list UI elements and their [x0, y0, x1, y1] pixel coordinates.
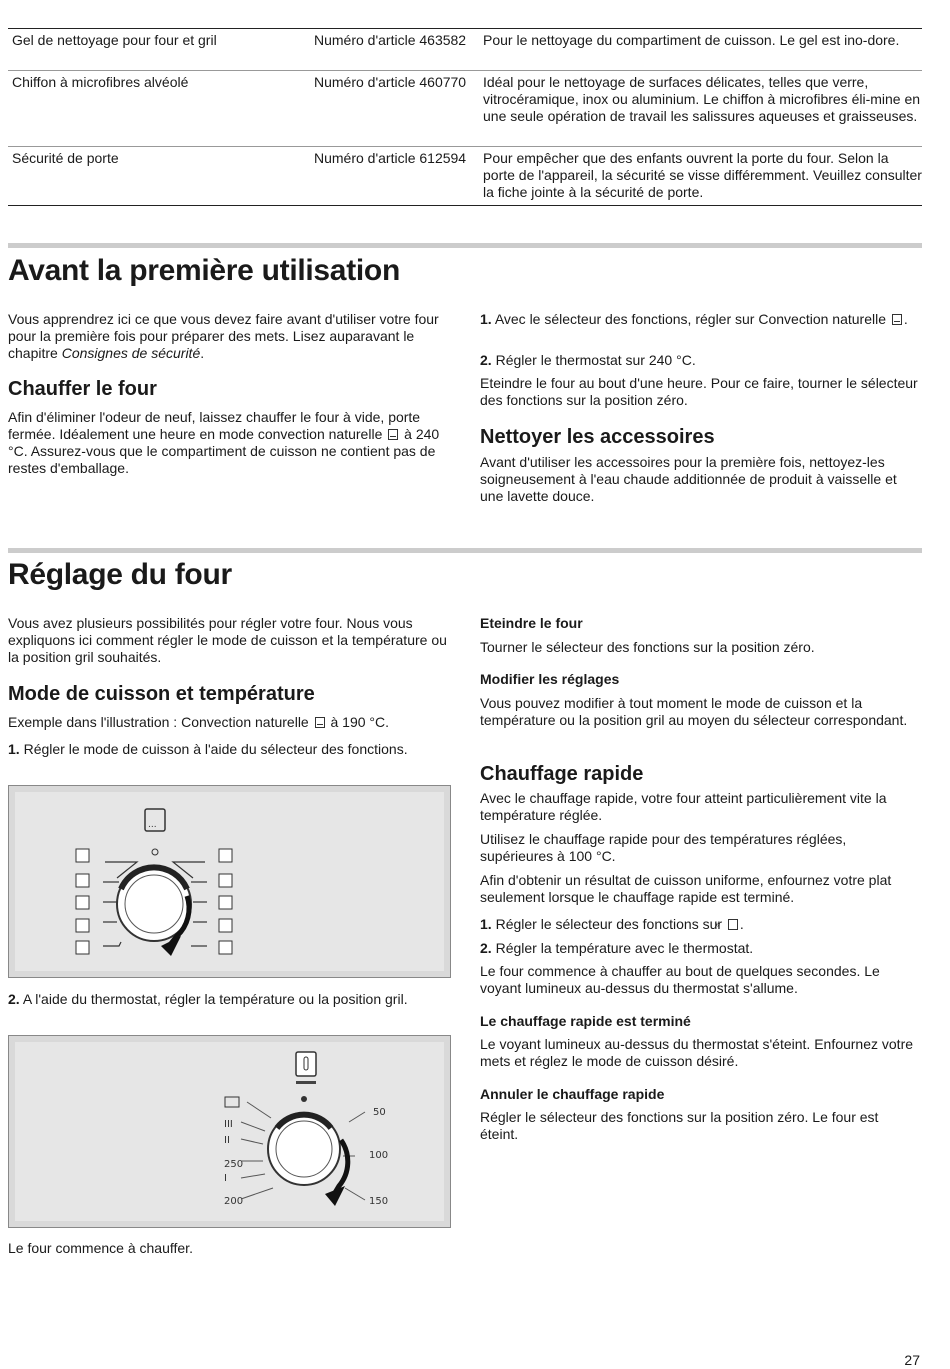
- accessory-description: Pour empêcher que des enfants ouvrent la porte du four. Selon la porte de l'appareil, la sécurité se visse différemment. Veuillez consulter la fiche jointe à la sécurité de porte.: [483, 150, 922, 200]
- table-row: [8, 71, 922, 147]
- temp-150-label: 150: [369, 1196, 389, 1207]
- modify-paragraph: Vous pouvez modifier à tout moment le mode de cuisson et la température ou la position gril au moyen du sélecteur correspondant.: [480, 695, 908, 728]
- subsection-heading: Eteindre le four: [480, 615, 583, 631]
- grill-level-3-label: III: [224, 1119, 233, 1130]
- section-divider: [8, 548, 922, 553]
- step-item: 2. Régler la température avec le thermostat.: [480, 940, 754, 956]
- temp-50-label: 50: [373, 1107, 386, 1118]
- page-number: 27: [904, 1352, 920, 1368]
- temp-100-label: 100: [369, 1150, 389, 1161]
- rapid-paragraph: Le four commence à chauffer au bout de quelques secondes. Le voyant lumineux au-dessus du thermostat s'allume.: [480, 963, 880, 996]
- convection-icon: [388, 429, 398, 440]
- thermostat-icon: [296, 1052, 316, 1076]
- section-title: Réglage du four: [8, 558, 232, 591]
- table-row: [8, 29, 922, 71]
- accessory-description: Pour le nettoyage du compartiment de cuisson. Le gel est ino-dore.: [483, 32, 900, 48]
- convection-icon: [315, 717, 325, 728]
- accessory-name: Chiffon à microfibres alvéolé: [12, 74, 189, 90]
- subsection-heading: Le chauffage rapide est terminé: [480, 1013, 691, 1029]
- subsection-heading: Modifier les réglages: [480, 671, 620, 687]
- rapid-paragraph: Avec le chauffage rapide, votre four atteint particulièrement vite la température réglée.: [480, 790, 887, 823]
- table-row: [8, 147, 922, 205]
- accessory-name: Gel de nettoyage pour four et gril: [12, 32, 217, 48]
- thermostat-figure: [8, 1035, 451, 1228]
- step-item: 1. Avec le sélecteur des fonctions, régler sur Convection naturelle .: [480, 311, 908, 327]
- subsection-title: Mode de cuisson et température: [8, 683, 315, 705]
- grill-level-1-label: I: [224, 1173, 227, 1184]
- cancel-paragraph: Régler le sélecteur des fonctions sur la position zéro. Le four est éteint.: [480, 1109, 879, 1142]
- heat-paragraph: Afin d'éliminer l'odeur de neuf, laissez chauffer le four à vide, porte fermée. Idéalement une heure en mode convection naturelle à 240 °C. Assurez-vous que le compartiment de cuisson ne contient pas de restes d'emballage.: [8, 409, 440, 476]
- after-paragraph: Le four commence à chauffer.: [8, 1240, 193, 1256]
- function-selector-figure: [8, 785, 451, 978]
- accessory-article: Numéro d'article 612594: [314, 150, 467, 166]
- step-item: 1. Régler le mode de cuisson à l'aide du sélecteur des fonctions.: [8, 741, 408, 757]
- rapid-paragraph: Utilisez le chauffage rapide pour des températures réglées, supérieures à 100 °C.: [480, 831, 847, 864]
- accessories-table: [8, 28, 922, 206]
- step-item: 1. Régler le sélecteur des fonctions sur ».: [480, 916, 924, 933]
- subsection-title: Chauffer le four: [8, 378, 157, 400]
- off-paragraph: Tourner le sélecteur des fonctions sur la position zéro.: [480, 639, 815, 655]
- thermostat-illustration: [9, 1036, 452, 1229]
- grill-level-2-label: II: [224, 1135, 230, 1146]
- section-title: Avant la première utilisation: [8, 254, 400, 287]
- step-item: 2. A l'aide du thermostat, régler la température ou la position gril.: [8, 991, 408, 1007]
- rapid-heat-icon: [728, 919, 738, 930]
- after-paragraph: Eteindre le four au bout d'une heure. Pour ce faire, tourner le sélecteur des fonctions sur la position zéro.: [480, 375, 918, 408]
- subsection-title: Nettoyer les accessoires: [480, 426, 715, 448]
- clean-paragraph: Avant d'utiliser les accessoires pour la première fois, nettoyez-les soigneusement à l'eau chaude additionnée de produit à vaisselle et une lavette douce.: [480, 454, 897, 504]
- accessory-article: Numéro d'article 460770: [314, 74, 467, 90]
- accessory-description: Idéal pour le nettoyage de surfaces délicates, telles que verre, vitrocéramique, inox ou aluminium. Le chiffon à microfibres éli-mine en une seule opération de travail les salissures aqueuses et graisseuses.: [483, 74, 921, 124]
- convection-icon: [892, 314, 902, 325]
- rapid-paragraph: Afin d'obtenir un résultat de cuisson uniforme, enfournez votre plat seulement lorsque le chauffage rapide est terminé.: [480, 872, 892, 905]
- intro-paragraph: Vous apprendrez ici ce que vous devez faire avant d'utiliser votre four pour la première fois pour préparer des mets. Lisez auparavant le chapitre Consignes de sécurité.: [8, 311, 439, 361]
- example-paragraph: Exemple dans l'illustration : Convection naturelle à 190 °C.: [8, 714, 390, 730]
- temp-250-label: 250: [224, 1159, 244, 1170]
- accessory-article: Numéro d'article 463582: [314, 32, 467, 48]
- section-divider: [8, 243, 922, 248]
- subsection-title: Chauffage rapide: [480, 763, 644, 785]
- temp-200-label: 200: [224, 1196, 244, 1207]
- svg-text:...: ...: [148, 820, 157, 830]
- function-selector-illustration: [9, 786, 452, 979]
- done-paragraph: Le voyant lumineux au-dessus du thermostat s'éteint. Enfournez votre mets et réglez le mode de cuisson désiré.: [480, 1036, 914, 1069]
- subsection-heading: Annuler le chauffage rapide: [480, 1086, 665, 1102]
- step-item: 2. Régler le thermostat sur 240 °C.: [480, 352, 696, 368]
- accessory-name: Sécurité de porte: [12, 150, 119, 166]
- intro-paragraph: Vous avez plusieurs possibilités pour régler votre four. Nous vous expliquons ici comment régler le mode de cuisson et la température ou la position gril souhaités.: [8, 615, 447, 665]
